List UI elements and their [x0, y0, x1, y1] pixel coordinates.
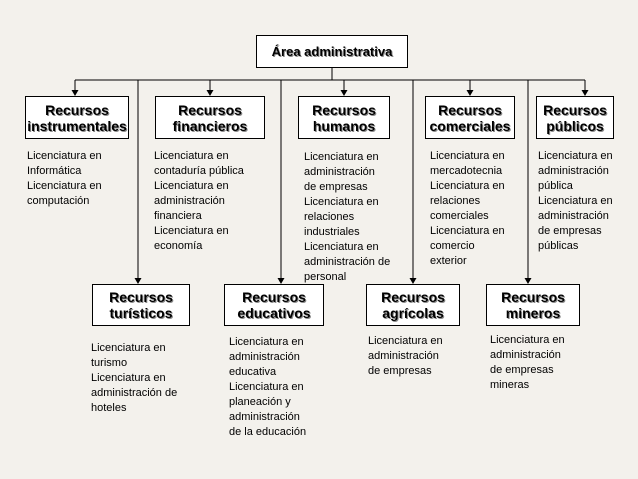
node-label: mineros [505, 305, 561, 321]
desc-line: Informática [27, 165, 82, 177]
node-label: Recursos [242, 289, 306, 305]
desc-recursos-instrumentales [27, 149, 102, 209]
node-label: comerciales [429, 117, 511, 134]
desc-line: de empresas [304, 181, 368, 193]
node-recursos-publicos [536, 96, 614, 139]
node-recursos-financieros [155, 96, 265, 139]
desc-line: Licenciatura en [430, 225, 505, 237]
desc-line: educativa [229, 366, 277, 378]
desc-line: administración [154, 195, 225, 207]
desc-line: administración [304, 166, 375, 178]
node-label: públicos [546, 117, 604, 134]
desc-line: de empresas [538, 225, 602, 237]
desc-recursos-humanos [304, 150, 390, 285]
desc-line: comerciales [430, 210, 489, 222]
desc-line: de empresas [490, 364, 554, 376]
node-label: humanos [312, 117, 376, 134]
desc-line: Licenciatura en [154, 225, 229, 237]
node-label: turísticos [109, 305, 173, 321]
desc-line: administración [538, 210, 609, 222]
root-node-label: Área administrativa [271, 43, 393, 59]
desc-line: personal [304, 271, 347, 283]
desc-line: industriales [304, 226, 360, 238]
node-label: educativos [237, 305, 311, 321]
desc-line: administración [490, 349, 561, 361]
desc-line: Licenciatura en [229, 381, 304, 393]
desc-line: comercio [430, 240, 475, 252]
desc-line: Licenciatura en [229, 336, 304, 348]
desc-line: computación [27, 195, 90, 207]
desc-line: públicas [538, 240, 579, 252]
desc-line: Licenciatura en [430, 150, 505, 162]
node-recursos-turisticos [92, 284, 190, 326]
desc-line: financiera [154, 210, 202, 222]
desc-line: Licenciatura en [304, 151, 379, 163]
desc-line: de empresas [368, 365, 432, 377]
desc-recursos-educativos [229, 335, 306, 440]
desc-recursos-agricolas [368, 334, 443, 379]
desc-line: Licenciatura en [154, 150, 229, 162]
desc-line: administración [538, 165, 609, 177]
desc-line: administración de [91, 387, 178, 399]
node-recursos-mineros [486, 284, 580, 326]
node-recursos-educativos [224, 284, 324, 326]
node-label: Recursos [312, 101, 376, 118]
desc-line: mineras [490, 379, 530, 391]
desc-recursos-mineros [490, 333, 565, 393]
desc-line: Licenciatura en [538, 195, 613, 207]
node-recursos-instrumentales [25, 96, 129, 139]
desc-line: Licenciatura en [538, 150, 613, 162]
node-label: agrícolas [382, 305, 444, 321]
desc-line: economía [154, 240, 203, 252]
node-recursos-humanos [298, 96, 390, 139]
node-label: Recursos [543, 101, 607, 118]
desc-line: planeación y [229, 396, 291, 408]
desc-line: Licenciatura en [91, 372, 166, 384]
node-label: Recursos [45, 101, 109, 118]
node-recursos-agricolas [366, 284, 460, 326]
desc-line: relaciones [304, 211, 355, 223]
desc-line: contaduría pública [154, 165, 244, 177]
desc-line: Licenciatura en [304, 196, 379, 208]
desc-recursos-publicos [538, 149, 613, 254]
desc-line: pública [538, 180, 573, 192]
desc-line: exterior [430, 255, 467, 267]
desc-line: administración de [304, 256, 391, 268]
desc-line: administración [229, 351, 300, 363]
root-node [256, 35, 408, 68]
desc-line: administración [229, 411, 300, 423]
desc-line: Licenciatura en [430, 180, 505, 192]
desc-line: Licenciatura en [490, 334, 565, 346]
node-recursos-comerciales [425, 96, 515, 139]
node-label: Recursos [178, 101, 242, 118]
desc-line: hoteles [91, 402, 127, 414]
desc-line: administración [368, 350, 439, 362]
node-label: Recursos [438, 101, 502, 118]
desc-line: mercadotecnia [430, 165, 503, 177]
node-label: Recursos [381, 289, 445, 305]
desc-line: Licenciatura en [304, 241, 379, 253]
desc-recursos-financieros [154, 149, 244, 254]
node-label: financieros [172, 117, 248, 134]
node-label: Recursos [501, 289, 565, 305]
desc-line: Licenciatura en [27, 180, 102, 192]
desc-line: relaciones [430, 195, 481, 207]
desc-line: Licenciatura en [91, 342, 166, 354]
desc-line: de la educación [229, 426, 307, 438]
desc-line: Licenciatura en [27, 150, 102, 162]
desc-line: Licenciatura en [154, 180, 229, 192]
desc-line: turismo [91, 357, 128, 369]
node-label: Recursos [109, 289, 173, 305]
desc-recursos-comerciales [430, 149, 505, 269]
desc-line: Licenciatura en [368, 335, 443, 347]
node-label: instrumentales [27, 117, 127, 134]
desc-recursos-turisticos [91, 341, 177, 416]
